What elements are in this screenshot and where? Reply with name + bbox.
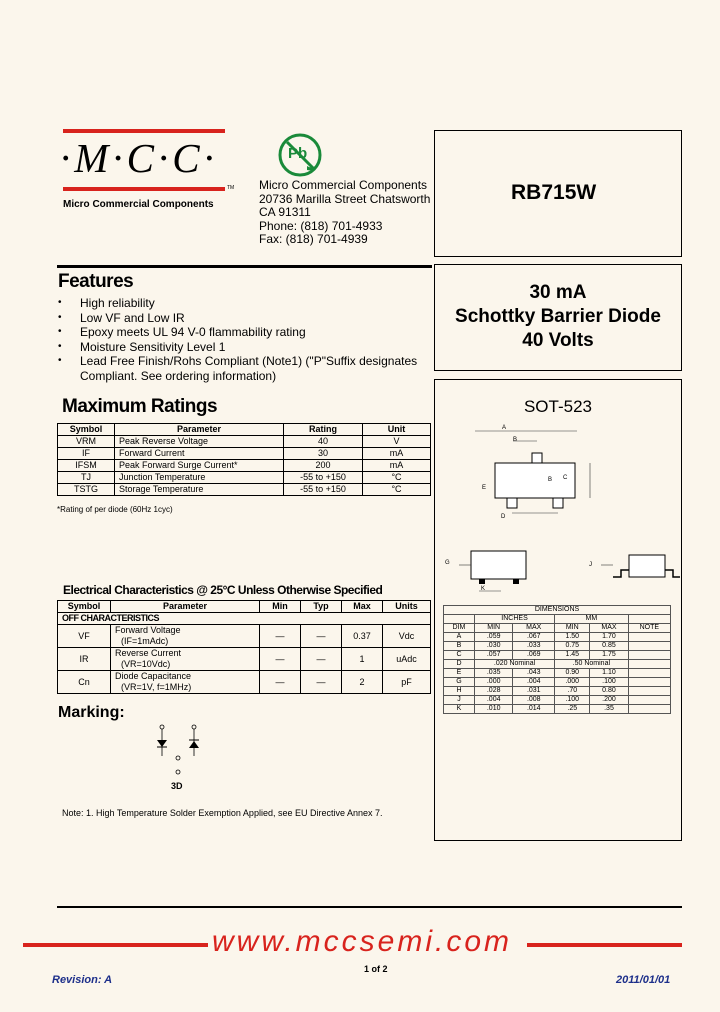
dim-label-k: K bbox=[481, 586, 486, 592]
col-units: Units bbox=[383, 601, 431, 613]
dim-label-j: J bbox=[589, 562, 592, 568]
package-side-view bbox=[441, 548, 681, 598]
feature-item: • High reliability bbox=[58, 296, 418, 311]
col-symbol: Symbol bbox=[58, 424, 115, 436]
address-line: Fax: (818) 701-4939 bbox=[259, 232, 368, 246]
marking-diagram bbox=[150, 722, 210, 784]
marking-code: 3D bbox=[171, 781, 183, 791]
table-row: VRM Peak Reverse Voltage 40 V bbox=[58, 436, 431, 448]
feature-item: • Low VF and Low IR bbox=[58, 311, 418, 326]
dims-row: C .057 .069 1.45 1.75 bbox=[444, 651, 671, 660]
dims-row: H .028 .031 .70 0.80 bbox=[444, 687, 671, 696]
package-top-view bbox=[465, 420, 615, 520]
title-voltage: 40 Volts bbox=[522, 330, 594, 351]
col-unit: Unit bbox=[363, 424, 431, 436]
logo-bar-bottom bbox=[63, 187, 225, 191]
max-ratings-table bbox=[57, 423, 431, 496]
dim-label-e: E bbox=[482, 485, 487, 491]
dims-row: A .059 .067 1.50 1.70 bbox=[444, 633, 671, 642]
dims-mm: MM bbox=[555, 615, 628, 624]
table-row: IR Reverse Current (VR=10Vdc) — — 1 uAdc bbox=[58, 648, 431, 671]
dim-label-d: D bbox=[501, 514, 506, 520]
dimensions-table: DIMENSIONS INCHES MM DIM MIN MAX MIN MAX NOTE A .059 .067 1.50 1.70 B .030 .033 0.75 0.85 C .057 .069 1.45 1.75 D .020 Nominal .50 Nominal E .035 .043 0.90 1.10 G .000 .004 .000 .100 H .028 .031 .70 0.80 J .004 .008 .100 .200 K .010 .014 .25 .35 bbox=[443, 605, 671, 714]
address-line: Micro Commercial Components bbox=[259, 178, 428, 192]
dims-row: G .000 .004 .000 .100 bbox=[444, 678, 671, 687]
marking-heading: Marking: bbox=[58, 704, 125, 721]
table-row: IFSM Peak Forward Surge Current* 200 mA bbox=[58, 460, 431, 472]
col-min: Min bbox=[260, 601, 301, 613]
dim-label-g: G bbox=[445, 560, 450, 566]
col-max: Max bbox=[342, 601, 383, 613]
footer-bar-left bbox=[23, 943, 208, 947]
features-heading: Features bbox=[58, 271, 134, 292]
title-current: 30 mA bbox=[529, 282, 587, 303]
dims-row: D .020 Nominal .50 Nominal bbox=[444, 660, 671, 669]
package-box bbox=[434, 379, 682, 841]
dims-title: DIMENSIONS bbox=[444, 606, 671, 615]
col-rating: Rating bbox=[284, 424, 363, 436]
elec-heading: Electrical Characteristics @ 25°C Unless Otherwise Specified bbox=[63, 583, 383, 597]
dims-row: J .004 .008 .100 .200 bbox=[444, 696, 671, 705]
page-number: 1 of 2 bbox=[364, 964, 388, 974]
feature-item: • Lead Free Finish/Rohs Compliant (Note1) ("P"Suffix designates Compliant. See ordering information) bbox=[58, 354, 418, 383]
footer-rule bbox=[57, 906, 682, 908]
feature-item: • Moisture Sensitivity Level 1 bbox=[58, 340, 418, 355]
elec-table bbox=[57, 600, 431, 694]
pb-label: Pb bbox=[288, 145, 308, 162]
part-number-box bbox=[434, 130, 682, 257]
table-row: TJ Junction Temperature -55 to +150 °C bbox=[58, 472, 431, 484]
features-rule bbox=[57, 265, 432, 268]
col-parameter: Parameter bbox=[111, 601, 260, 613]
title-type: Schottky Barrier Diode bbox=[455, 306, 661, 327]
col-typ: Typ bbox=[301, 601, 342, 613]
max-ratings-heading: Maximum Ratings bbox=[62, 396, 218, 417]
package-name: SOT-523 bbox=[523, 397, 593, 416]
section-label: OFF CHARACTERISTICS bbox=[58, 613, 431, 625]
ratings-footnote: *Rating of per diode (60Hz 1cyc) bbox=[57, 505, 173, 514]
revision-date: 2011/01/01 bbox=[616, 974, 671, 986]
dims-inches: INCHES bbox=[474, 615, 554, 624]
website-url[interactable]: www.mccsemi.com bbox=[212, 925, 513, 958]
dim-label-b: B bbox=[548, 477, 553, 483]
table-row: TSTG Storage Temperature -55 to +150 °C bbox=[58, 484, 431, 496]
col-parameter: Parameter bbox=[115, 424, 284, 436]
col-symbol: Symbol bbox=[58, 601, 111, 613]
revision: Revision: A bbox=[52, 974, 113, 986]
trademark: TM bbox=[227, 185, 235, 191]
dims-row: B .030 .033 0.75 0.85 bbox=[444, 642, 671, 651]
dim-label-c: C bbox=[563, 475, 568, 481]
features-list bbox=[58, 296, 418, 383]
dim-label-b-top: B bbox=[513, 437, 518, 443]
feature-item: • Epoxy meets UL 94 V-0 flammability rating bbox=[58, 325, 418, 340]
mcc-logo: ·M·C·C· bbox=[60, 135, 218, 181]
part-number: RB715W bbox=[511, 181, 597, 204]
dims-row: E .035 .043 0.90 1.10 bbox=[444, 669, 671, 678]
dims-row: K .010 .014 .25 .35 bbox=[444, 705, 671, 714]
dim-label-a: A bbox=[502, 425, 507, 431]
footer-bar-right bbox=[527, 943, 682, 947]
address-line: CA 91311 bbox=[259, 205, 311, 219]
company-address bbox=[259, 179, 430, 247]
footnote: Note: 1. High Temperature Solder Exemption Applied, see EU Directive Annex 7. bbox=[62, 808, 383, 818]
table-row: VF Forward Voltage (IF=1mAdc) — — 0.37 Vdc bbox=[58, 625, 431, 648]
address-line: Phone: (818) 701-4933 bbox=[259, 218, 383, 233]
title-box bbox=[434, 264, 682, 371]
address-line: 20736 Marilla Street Chatsworth bbox=[259, 191, 431, 206]
table-row: Cn Diode Capacitance (VR=1V, f=1MHz) — — 2 pF bbox=[58, 671, 431, 694]
lead-free-icon bbox=[277, 132, 323, 178]
table-row: IF Forward Current 30 mA bbox=[58, 448, 431, 460]
logo-caption: Micro Commercial Components bbox=[63, 199, 214, 210]
